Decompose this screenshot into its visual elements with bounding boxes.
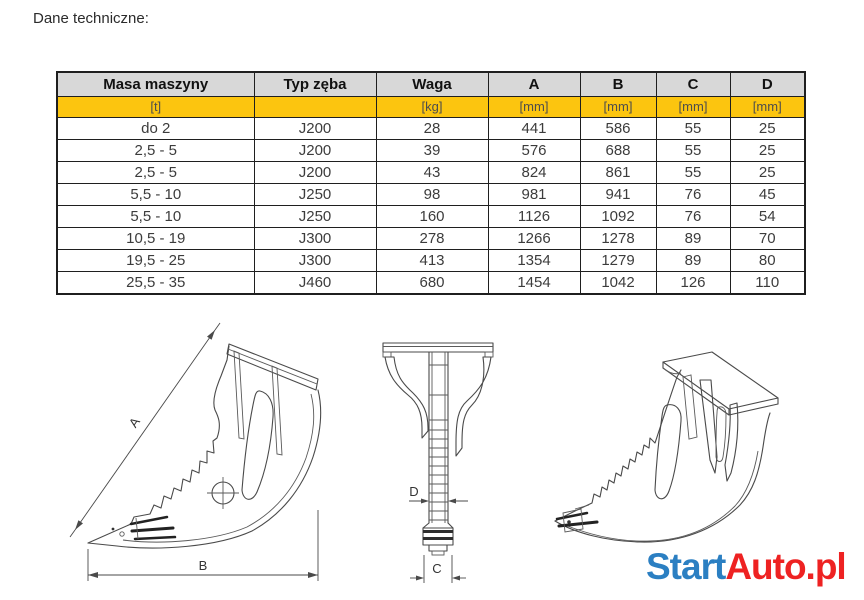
dim-label-b: B (198, 558, 208, 573)
table-cell: 586 (580, 118, 656, 140)
table-cell: 28 (376, 118, 488, 140)
table-cell: 688 (580, 140, 656, 162)
iso-view-drawing (545, 325, 805, 565)
col-header-a: A (488, 72, 580, 97)
table-cell: 1042 (580, 272, 656, 295)
table-cell: 1092 (580, 206, 656, 228)
col-header-masa: Masa maszyny (57, 72, 254, 97)
dim-label-d: D (409, 484, 419, 499)
table-cell: 5,5 - 10 (57, 184, 254, 206)
table-row (57, 118, 805, 140)
table-cell: J200 (254, 140, 376, 162)
tooth-side-outline (88, 344, 321, 548)
table-cell: J250 (254, 206, 376, 228)
unit-b: [mm] (580, 97, 656, 118)
table-row (57, 272, 805, 295)
tooth-front-outline (383, 343, 493, 555)
table-cell: 25,5 - 35 (57, 272, 254, 295)
table-cell: J250 (254, 184, 376, 206)
iso-tip-detail (557, 505, 597, 532)
spec-table (56, 71, 806, 295)
units-row (57, 97, 805, 118)
unit-a: [mm] (488, 97, 580, 118)
table-cell: 70 (730, 228, 805, 250)
col-header-typ: Typ zęba (254, 72, 376, 97)
table-cell: 39 (376, 140, 488, 162)
table-cell: 19,5 - 25 (57, 250, 254, 272)
table-cell: 2,5 - 5 (57, 162, 254, 184)
unit-masa: [t] (57, 97, 254, 118)
front-view-drawing (365, 335, 505, 591)
table-cell: J200 (254, 118, 376, 140)
table-cell: J300 (254, 250, 376, 272)
table-cell: 981 (488, 184, 580, 206)
table-row (57, 140, 805, 162)
logo-text-rest: Auto.pl (725, 546, 846, 587)
table-cell: J460 (254, 272, 376, 295)
logo (646, 546, 846, 588)
table-cell: 2,5 - 5 (57, 140, 254, 162)
table-cell: 55 (656, 140, 730, 162)
unit-d: [mm] (730, 97, 805, 118)
table-cell: 576 (488, 140, 580, 162)
table-row (57, 228, 805, 250)
table-cell: 25 (730, 140, 805, 162)
col-header-b: B (580, 72, 656, 97)
table-cell: J200 (254, 162, 376, 184)
table-cell: 25 (730, 162, 805, 184)
table-cell: 76 (656, 206, 730, 228)
table-row (57, 184, 805, 206)
table-cell: 1266 (488, 228, 580, 250)
page-title: Dane techniczne: (33, 10, 149, 27)
table-cell: 413 (376, 250, 488, 272)
table-cell: 76 (656, 184, 730, 206)
table-cell: 126 (656, 272, 730, 295)
table-cell: 441 (488, 118, 580, 140)
dimension-c (410, 555, 466, 583)
table-cell: 160 (376, 206, 488, 228)
dimension-d (409, 484, 468, 504)
col-header-d: D (730, 72, 805, 97)
table-cell: 45 (730, 184, 805, 206)
table-cell: 89 (656, 228, 730, 250)
spec-table-head (57, 72, 805, 118)
unit-c: [mm] (656, 97, 730, 118)
unit-typ (254, 97, 376, 118)
table-cell: 5,5 - 10 (57, 206, 254, 228)
table-cell: 1126 (488, 206, 580, 228)
table-cell: 1354 (488, 250, 580, 272)
table-cell: 54 (730, 206, 805, 228)
header-row (57, 72, 805, 97)
table-cell: 25 (730, 118, 805, 140)
logo-text-start: Start (646, 546, 726, 587)
table-cell: 55 (656, 162, 730, 184)
table-cell: 278 (376, 228, 488, 250)
table-cell: 110 (730, 272, 805, 295)
table-cell: J300 (254, 228, 376, 250)
table-cell: 861 (580, 162, 656, 184)
tooth-iso-outline (555, 352, 778, 542)
col-header-c: C (656, 72, 730, 97)
table-cell: 55 (656, 118, 730, 140)
table-cell: 1278 (580, 228, 656, 250)
table-cell: 1279 (580, 250, 656, 272)
table-cell: do 2 (57, 118, 254, 140)
unit-waga: [kg] (376, 97, 488, 118)
table-cell: 941 (580, 184, 656, 206)
table-cell: 680 (376, 272, 488, 295)
table-row (57, 250, 805, 272)
table-row (57, 162, 805, 184)
col-header-waga: Waga (376, 72, 488, 97)
table-cell: 98 (376, 184, 488, 206)
table-cell: 43 (376, 162, 488, 184)
table-cell: 89 (656, 250, 730, 272)
table-cell: 10,5 - 19 (57, 228, 254, 250)
dimension-a (70, 323, 220, 537)
side-view-drawing (55, 318, 335, 588)
table-cell: 1454 (488, 272, 580, 295)
dim-label-a: A (125, 414, 143, 431)
table-cell: 824 (488, 162, 580, 184)
dimension-b (88, 510, 318, 581)
table-cell: 80 (730, 250, 805, 272)
table-row (57, 206, 805, 228)
dim-label-c: C (432, 561, 442, 576)
spec-table-body (57, 118, 805, 295)
